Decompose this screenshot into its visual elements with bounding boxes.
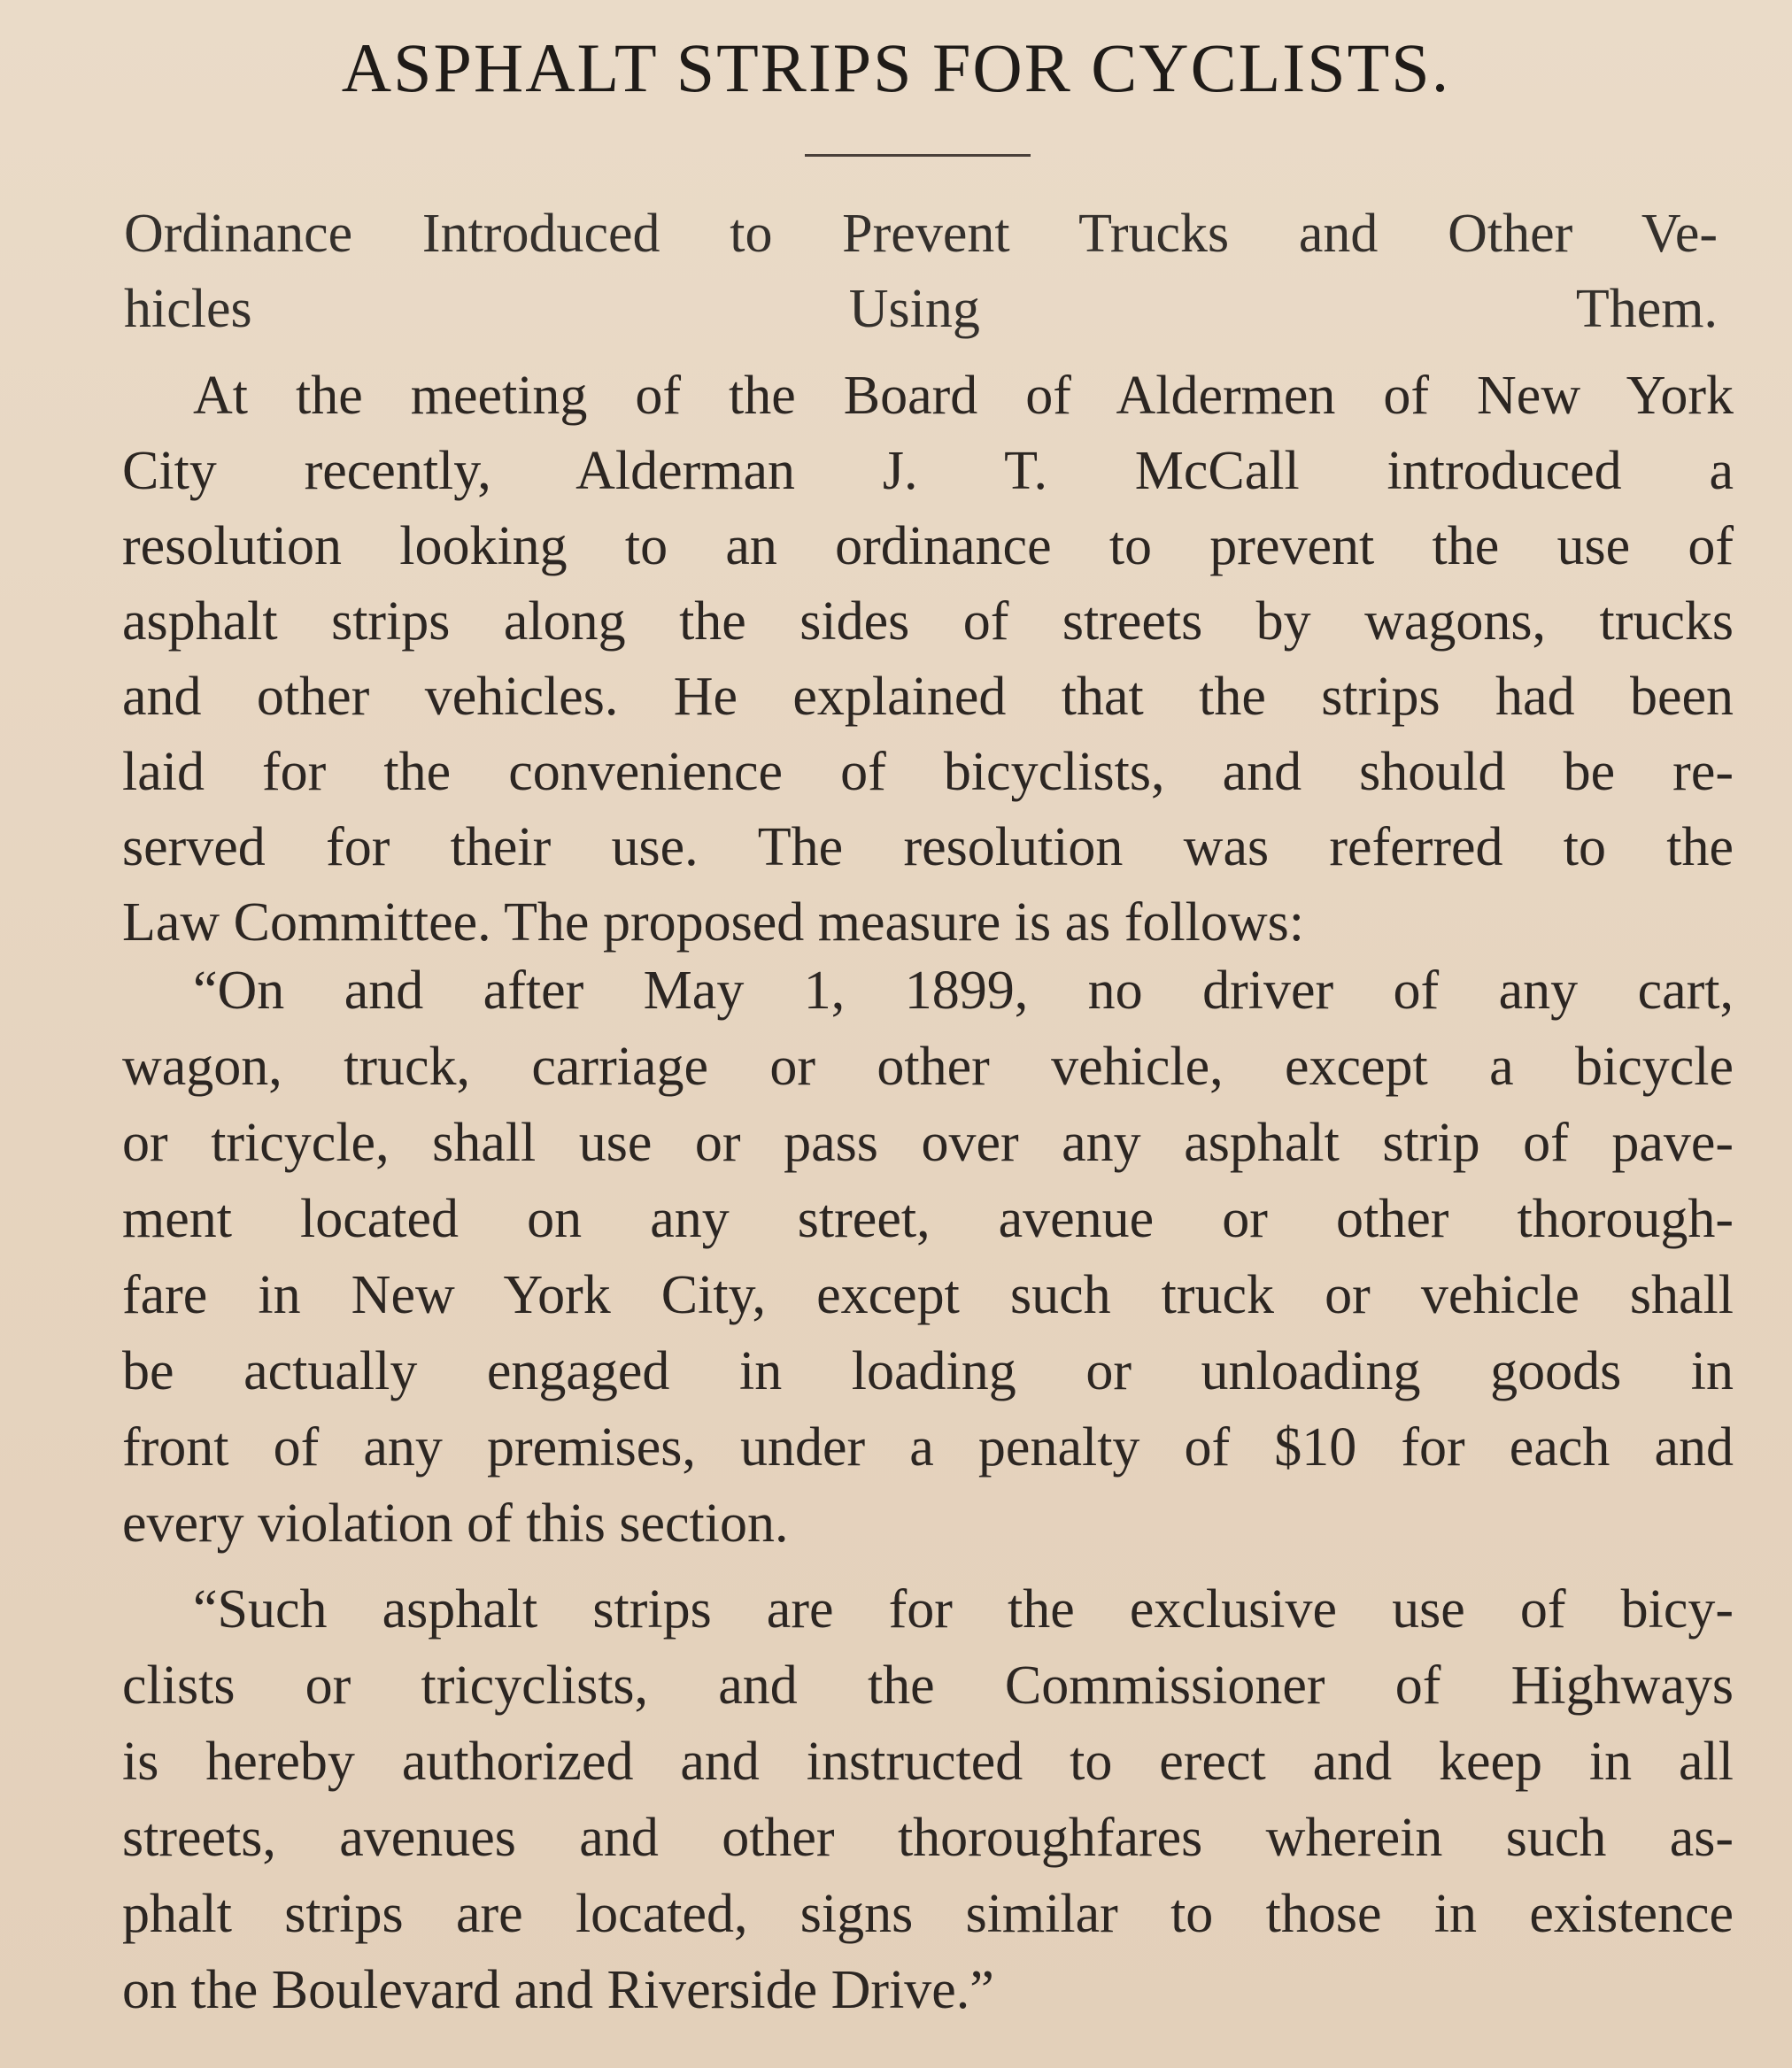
text-line: every violation of this section. <box>122 1493 789 1554</box>
text-line: be actually engaged in loading or unloading goods in <box>122 1341 1734 1401</box>
article-subtitle <box>124 197 1718 347</box>
text-line: front of any premises, under a penalty of $10 for each and <box>122 1417 1734 1478</box>
text-line: fare in New York City, except such truck or vehicle shall <box>122 1265 1734 1325</box>
text-line: City recently, Alderman J. T. McCall introduced a <box>122 441 1734 501</box>
paragraph-intro <box>122 359 1734 961</box>
text-line: streets, avenues and other thoroughfares wherein such as- <box>122 1808 1734 1868</box>
text-line: “On and after May 1, 1899, no driver of any cart, <box>193 961 1734 1021</box>
paragraph-ordinance-section-1 <box>122 953 1734 1562</box>
text-line: ment located on any street, avenue or other thorough- <box>122 1189 1734 1249</box>
subtitle-line: hicles Using Them. <box>124 279 1718 339</box>
text-line: phalt strips are located, signs similar to those in existence <box>122 1884 1734 1944</box>
text-line: asphalt strips along the sides of streets by wagons, trucks <box>122 591 1734 652</box>
text-line: or tricycle, shall use or pass over any asphalt strip of pave- <box>122 1113 1734 1173</box>
text-line: and other vehicles. He explained that the strips had been <box>122 667 1734 727</box>
text-line: served for their use. The resolution was referred to the <box>122 817 1734 877</box>
text-line: Law Committee. The proposed measure is as follows: <box>122 892 1305 953</box>
text-line: on the Boulevard and Riverside Drive.” <box>122 1960 994 2020</box>
article-title: ASPHALT STRIPS FOR CYCLISTS. <box>341 29 1451 106</box>
text-line: clists or tricyclists, and the Commissioner of Highways <box>122 1655 1734 1716</box>
paragraph-ordinance-section-2 <box>122 1571 1734 2028</box>
text-line: wagon, truck, carriage or other vehicle, except a bicycle <box>122 1037 1734 1097</box>
subtitle-line: Ordinance Introduced to Prevent Trucks and Other Ve- <box>124 204 1718 264</box>
text-line: resolution looking to an ordinance to prevent the use of <box>122 516 1734 576</box>
title-divider <box>805 154 1031 157</box>
text-line: laid for the convenience of bicyclists, and should be re- <box>122 742 1734 802</box>
text-line: is hereby authorized and instructed to erect and keep in all <box>122 1732 1734 1792</box>
text-line: “Such asphalt strips are for the exclusive use of bicy- <box>193 1579 1734 1640</box>
text-line: At the meeting of the Board of Aldermen of New York <box>193 366 1734 426</box>
